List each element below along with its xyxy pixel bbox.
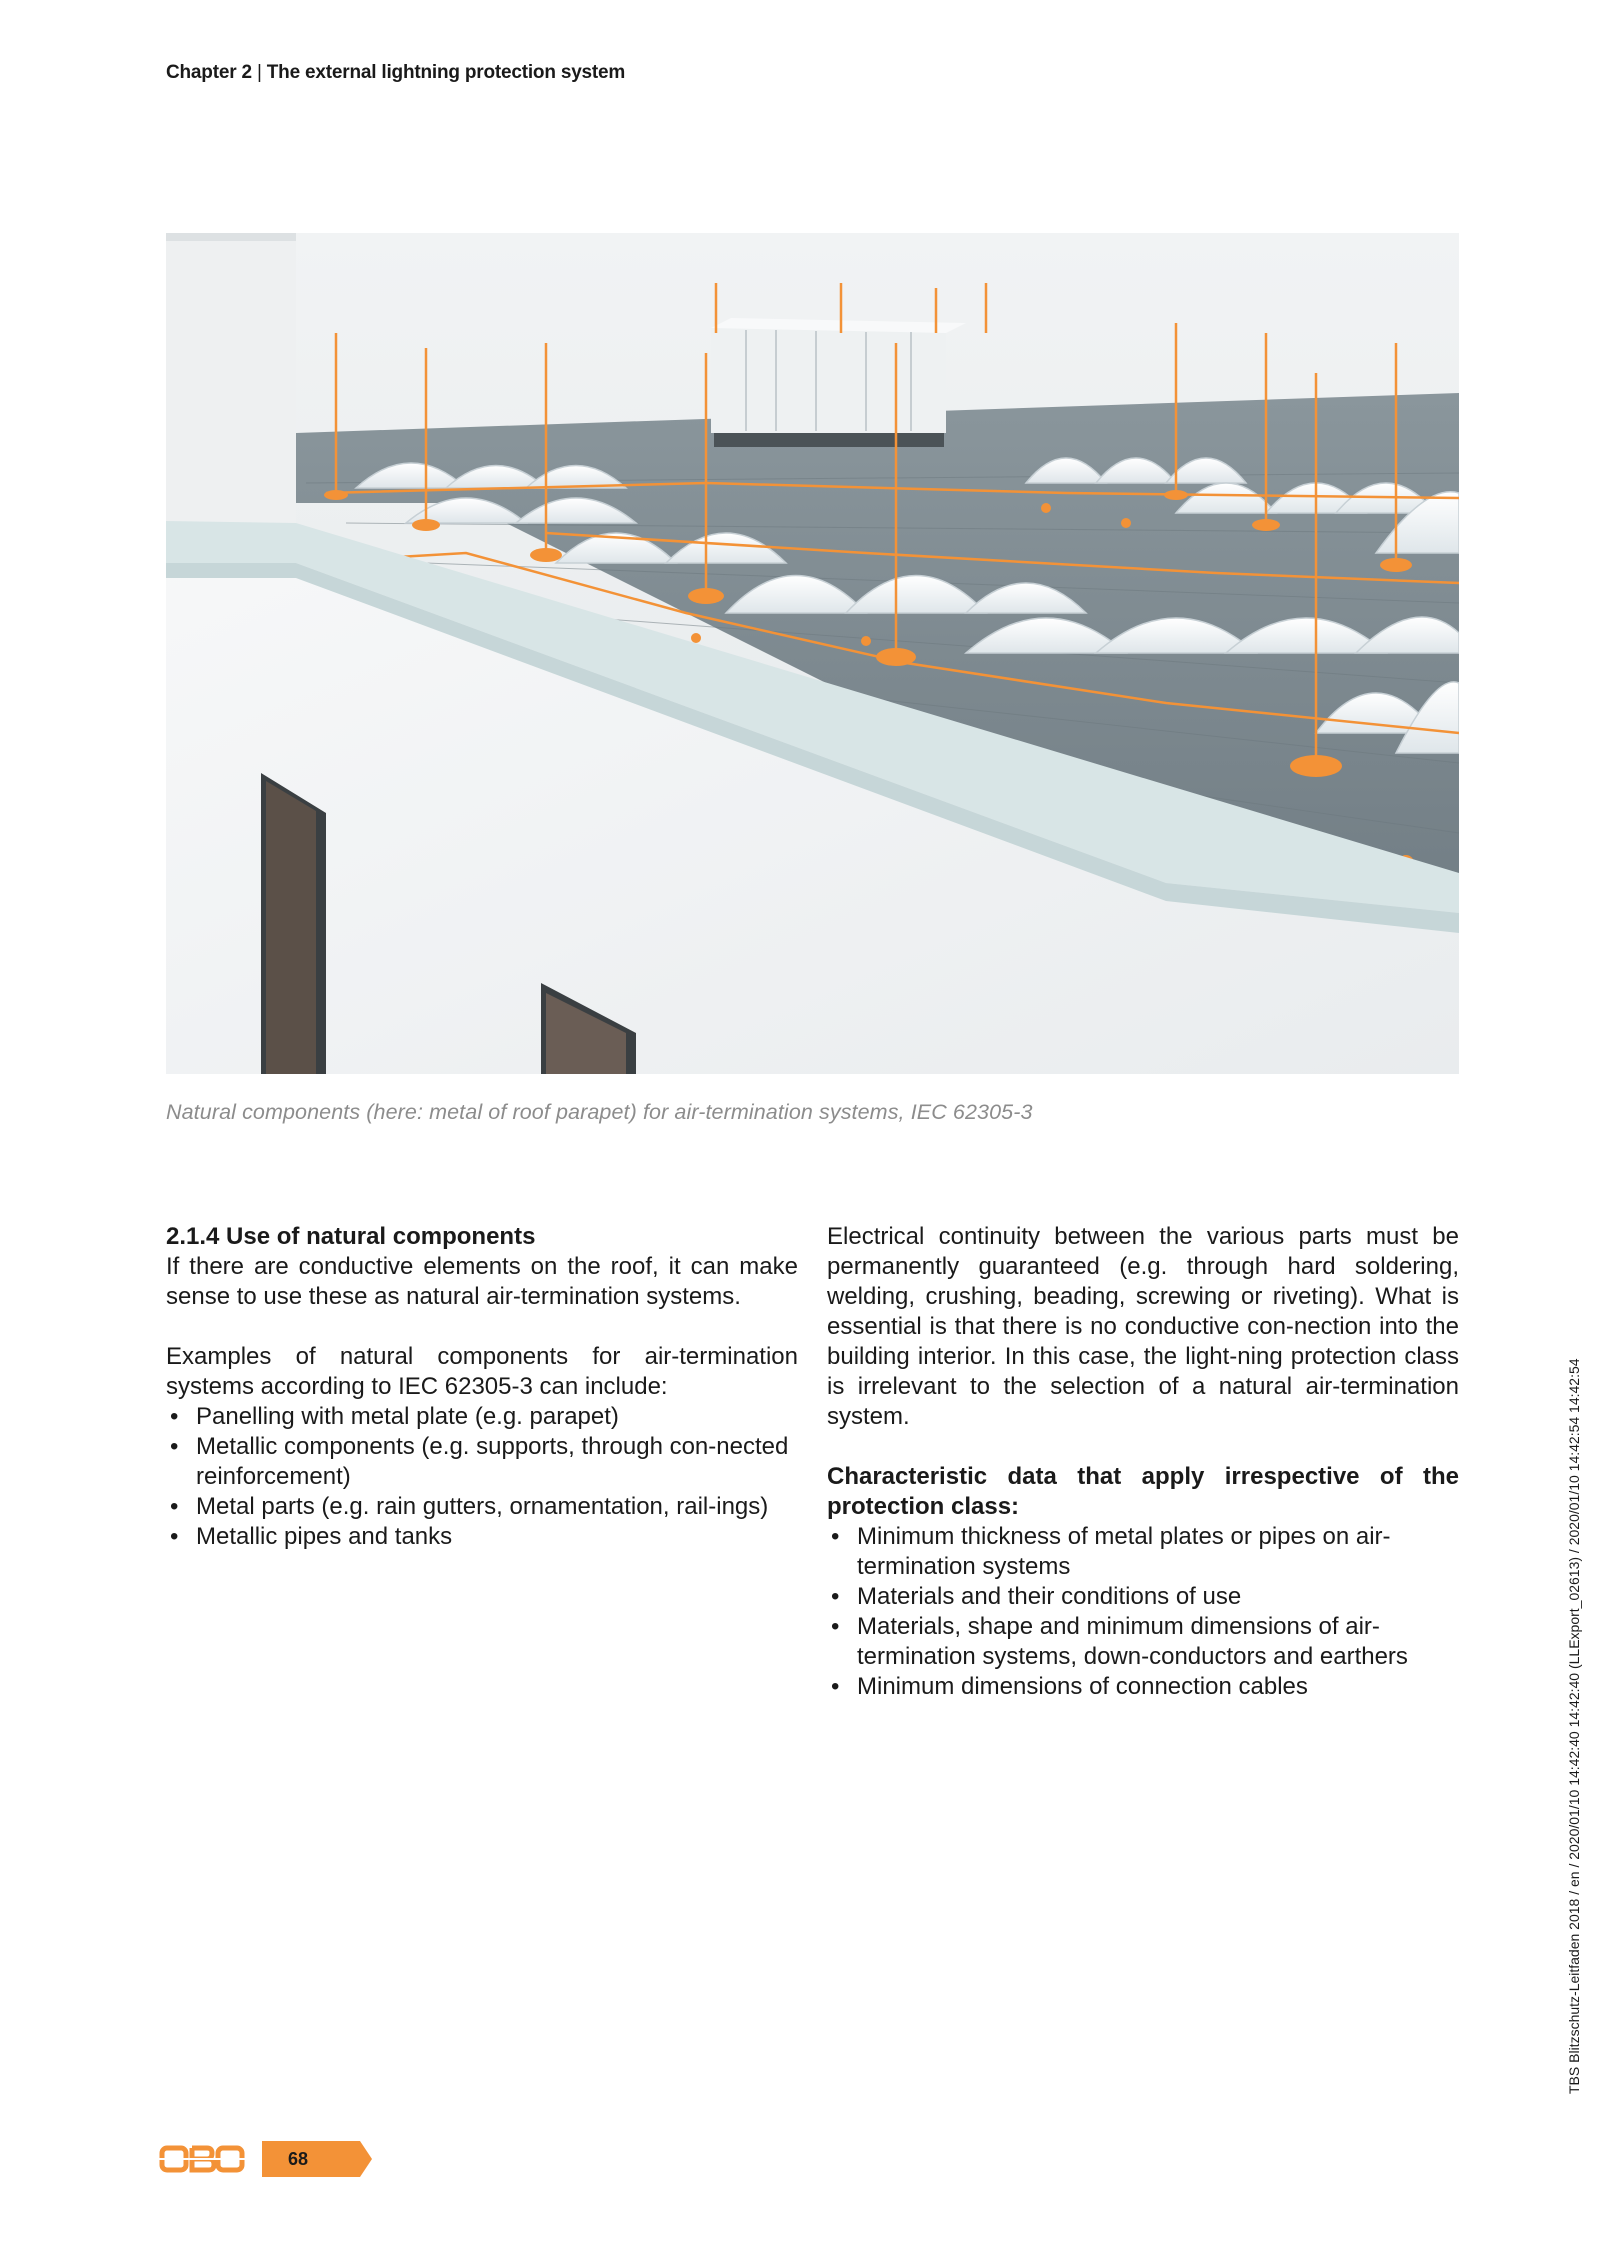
examples-list bbox=[166, 1402, 798, 1552]
list-item: • Minimum dimensions of connection cables bbox=[827, 1672, 1459, 1702]
chapter-title: The external lightning protection system bbox=[266, 62, 626, 83]
running-header bbox=[166, 62, 625, 84]
figure-caption: Natural components (here: metal of roof parapet) for air-termination systems, IEC 62305-3 bbox=[166, 1100, 1033, 1124]
page-number: 68 bbox=[287, 2149, 309, 2169]
intro-paragraph: If there are conductive elements on the roof, it can make sense to use these as natural air-termination systems. bbox=[166, 1253, 798, 1310]
examples-paragraph: Examples of natural components for air-termination systems according to IEC 62305-3 can include: bbox=[166, 1343, 798, 1400]
list-item: • Metallic pipes and tanks bbox=[166, 1522, 798, 1552]
print-metadata-sidebar: TBS Blitzschutz-Leitfaden 2018 / en / 2020/01/10 14:42:40 14:42:40 (LLExport_02613) / 2020/01/10 14:42:54 14:42:54 bbox=[1566, 1358, 1582, 2094]
list-item: • Panelling with metal plate (e.g. parapet) bbox=[166, 1402, 798, 1432]
list-item: • Materials, shape and minimum dimensions of air-termination systems, down-conductors and earthers bbox=[827, 1612, 1459, 1672]
header-separator: | bbox=[256, 62, 262, 83]
section-heading: 2.1.4 Use of natural components bbox=[166, 1223, 536, 1250]
obo-logo bbox=[157, 2140, 247, 2183]
list-item: • Metallic components (e.g. supports, through con-nected reinforcement) bbox=[166, 1432, 798, 1492]
chapter-label: Chapter 2 bbox=[166, 62, 252, 83]
list-item: • Materials and their conditions of use bbox=[827, 1582, 1459, 1612]
continuity-paragraph: Electrical continuity between the various parts must be permanently guaranteed (e.g. through hard soldering, welding, crushing, beading, screwing or riveting). What is essential is that there is no conductive con-nection into the building interior. In this case, the light-ning protection class is irrelevant to the selection of a natural air-termination system. bbox=[827, 1223, 1459, 1430]
list-item: • Metal parts (e.g. rain gutters, ornamentation, rail-ings) bbox=[166, 1492, 798, 1522]
right-column bbox=[827, 1222, 1459, 1702]
left-column bbox=[166, 1222, 798, 1552]
rooftop-illustration bbox=[166, 233, 1459, 1074]
characteristic-data-list bbox=[827, 1522, 1459, 1702]
characteristic-data-heading: Characteristic data that apply irrespective of the protection class: bbox=[827, 1463, 1459, 1520]
list-item: • Minimum thickness of metal plates or pipes on air-termination systems bbox=[827, 1522, 1459, 1582]
